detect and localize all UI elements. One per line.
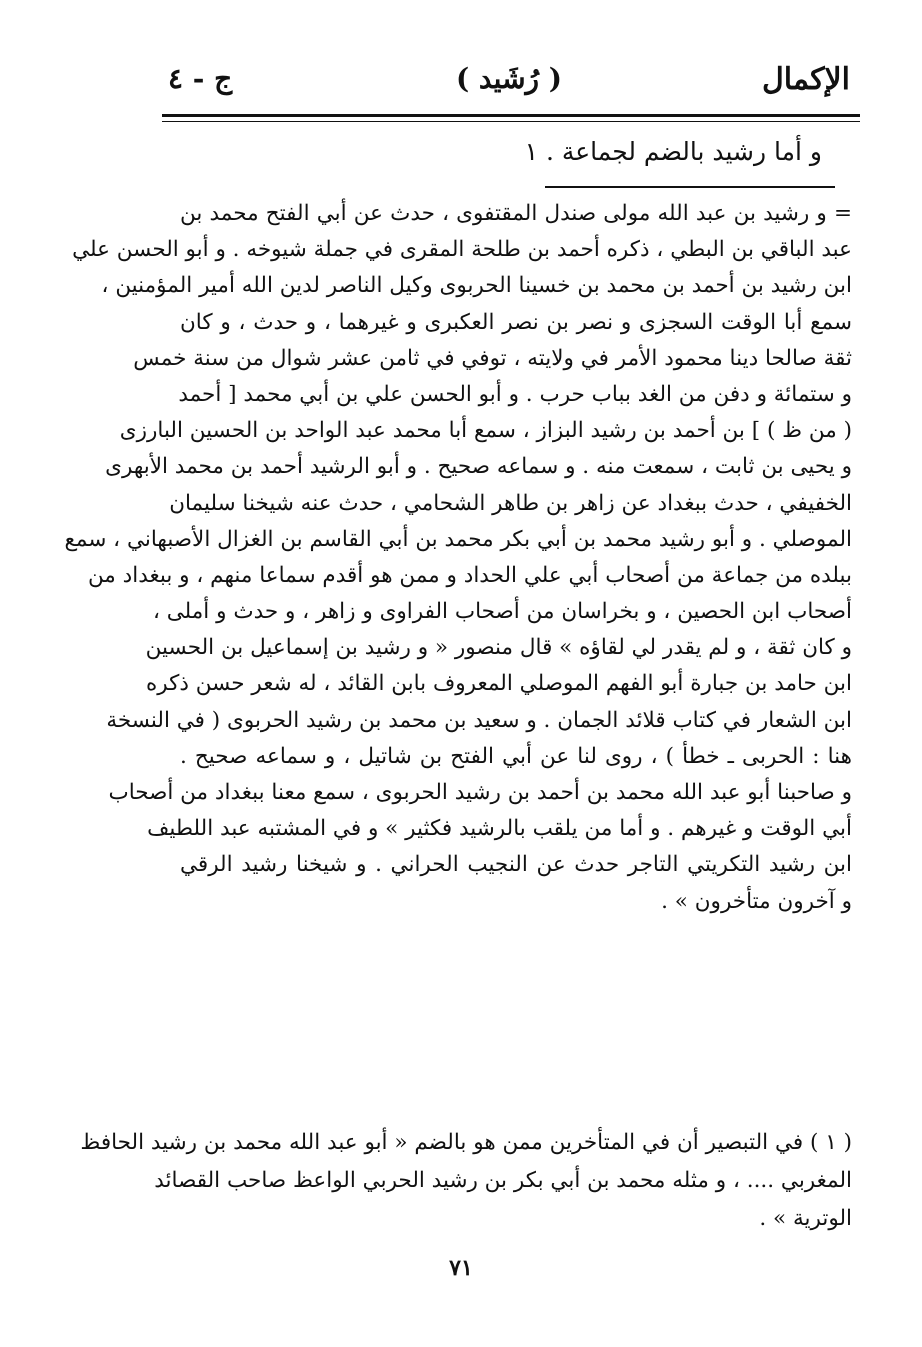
text-line: و صاحبنا أبو عبد الله محمد بن أحمد بن رشيد الحربوى ، سمع معنا ببغداد من أصحاب bbox=[108, 780, 852, 805]
footnote-line: الوترية » . bbox=[759, 1206, 852, 1231]
text-line: = و رشيد بن عبد الله مولى صندل المقتفوى ، حدث عن أبي الفتح محمد بن bbox=[180, 201, 852, 226]
footnote-line: المغربي .... ، و مثله محمد بن أبي بكر بن رشيد الحربي الواعظ صاحب القصائد bbox=[154, 1168, 852, 1193]
text-line: و آخرون متأخرون » . bbox=[661, 888, 852, 914]
text-line: ابن الشعار في كتاب قلائد الجمان . و سعيد بن محمد بن رشيد الحربوى ( في النسخة bbox=[106, 707, 852, 733]
text-line: هنا : الحربى ـ خطأ ) ، روى لنا عن أبي الفتح بن شاتيل ، و سماعه صحيح . bbox=[180, 743, 852, 769]
text-line: ابن رشيد بن أحمد بن محمد بن خسينا الحربوى وكيل الناصر لدين الله أمير المؤمنين ، bbox=[101, 273, 852, 299]
volume-number: ج - ٤ bbox=[168, 62, 233, 95]
text-line: ( من ظ ) ] بن أحمد بن رشيد البزاز ، سمع أبا محمد عبد الواحد بن الحسين البارزى bbox=[119, 418, 852, 444]
text-line: الخفيفي ، حدث ببغداد عن زاهر بن طاهر الشحامي ، حدث عنه شيخنا سليمان bbox=[169, 490, 852, 516]
section-separator bbox=[545, 186, 835, 188]
header-rule-thick bbox=[162, 114, 860, 117]
text-line: الموصلي . و أبو رشيد محمد بن أبي بكر محمد بن أبي القاسم بن الغزال الأصبهاني ، سمع bbox=[64, 526, 852, 552]
intro-line: و أما رشيد بالضم لجماعة . ١ bbox=[524, 137, 822, 166]
header-rule-thin bbox=[162, 121, 860, 122]
text-line: و ستمائة و دفن من الغد بباب حرب . و أبو الحسن علي بن أبي محمد [ أحمد bbox=[178, 381, 852, 407]
footnote bbox=[80, 1124, 852, 1238]
book-title: الإكمال bbox=[761, 62, 850, 97]
text-line: ببلده من جماعة من أصحاب أبي علي الحداد و ممن هو أقدم سماعا منهم ، و ببغداد من bbox=[87, 562, 852, 588]
text-line: ثقة صالحا دينا محمود الأمر في ولايته ، توفي في ثامن عشر شوال من سنة خمس bbox=[133, 345, 852, 371]
text-line: ابن رشيد التكريتي التاجر حدث عن النجيب الحراني . و شيخنا رشيد الرقي bbox=[180, 852, 852, 878]
main-text bbox=[64, 196, 852, 920]
text-line: أصحاب ابن الحصين ، و بخراسان من أصحاب الفراوى و زاهر ، و حدث و أملى ، bbox=[152, 599, 852, 625]
text-line: و يحيى بن ثابت ، سمعت منه . و سماعه صحيح . و أبو الرشيد أحمد بن محمد الأبهرى bbox=[105, 454, 852, 480]
text-line: أبي الوقت و غيرهم . و أما من يلقب بالرشيد فكثير » و في المشتبه عبد اللطيف bbox=[147, 816, 852, 842]
text-line: ابن حامد بن جبارة أبو الفهم الموصلي المعروف بابن القائد ، له شعر حسن ذكره bbox=[145, 671, 852, 697]
page-number: ٧١ bbox=[449, 1255, 473, 1281]
text-line: سمع أبا الوقت السجزى و نصر بن نصر العكبرى و غيرهما ، و حدث ، و كان bbox=[180, 309, 852, 335]
running-header bbox=[168, 58, 850, 108]
text-line: و كان ثقة ، و لم يقدر لي لقاؤه » قال منصور « و رشيد بن إسماعيل بن الحسين bbox=[145, 635, 852, 661]
footnote-line: ( ١ ) في التبصير أن في المتأخرين ممن هو بالضم « أبو عبد الله محمد بن رشيد الحافظ bbox=[80, 1130, 852, 1155]
text-line: عبد الباقي بن البطي ، ذكره أحمد بن طلحة المقرى في جملة شيوخه . و أبو الحسن علي bbox=[72, 237, 852, 263]
entry-title: ( رُشَيد ) bbox=[455, 62, 563, 95]
